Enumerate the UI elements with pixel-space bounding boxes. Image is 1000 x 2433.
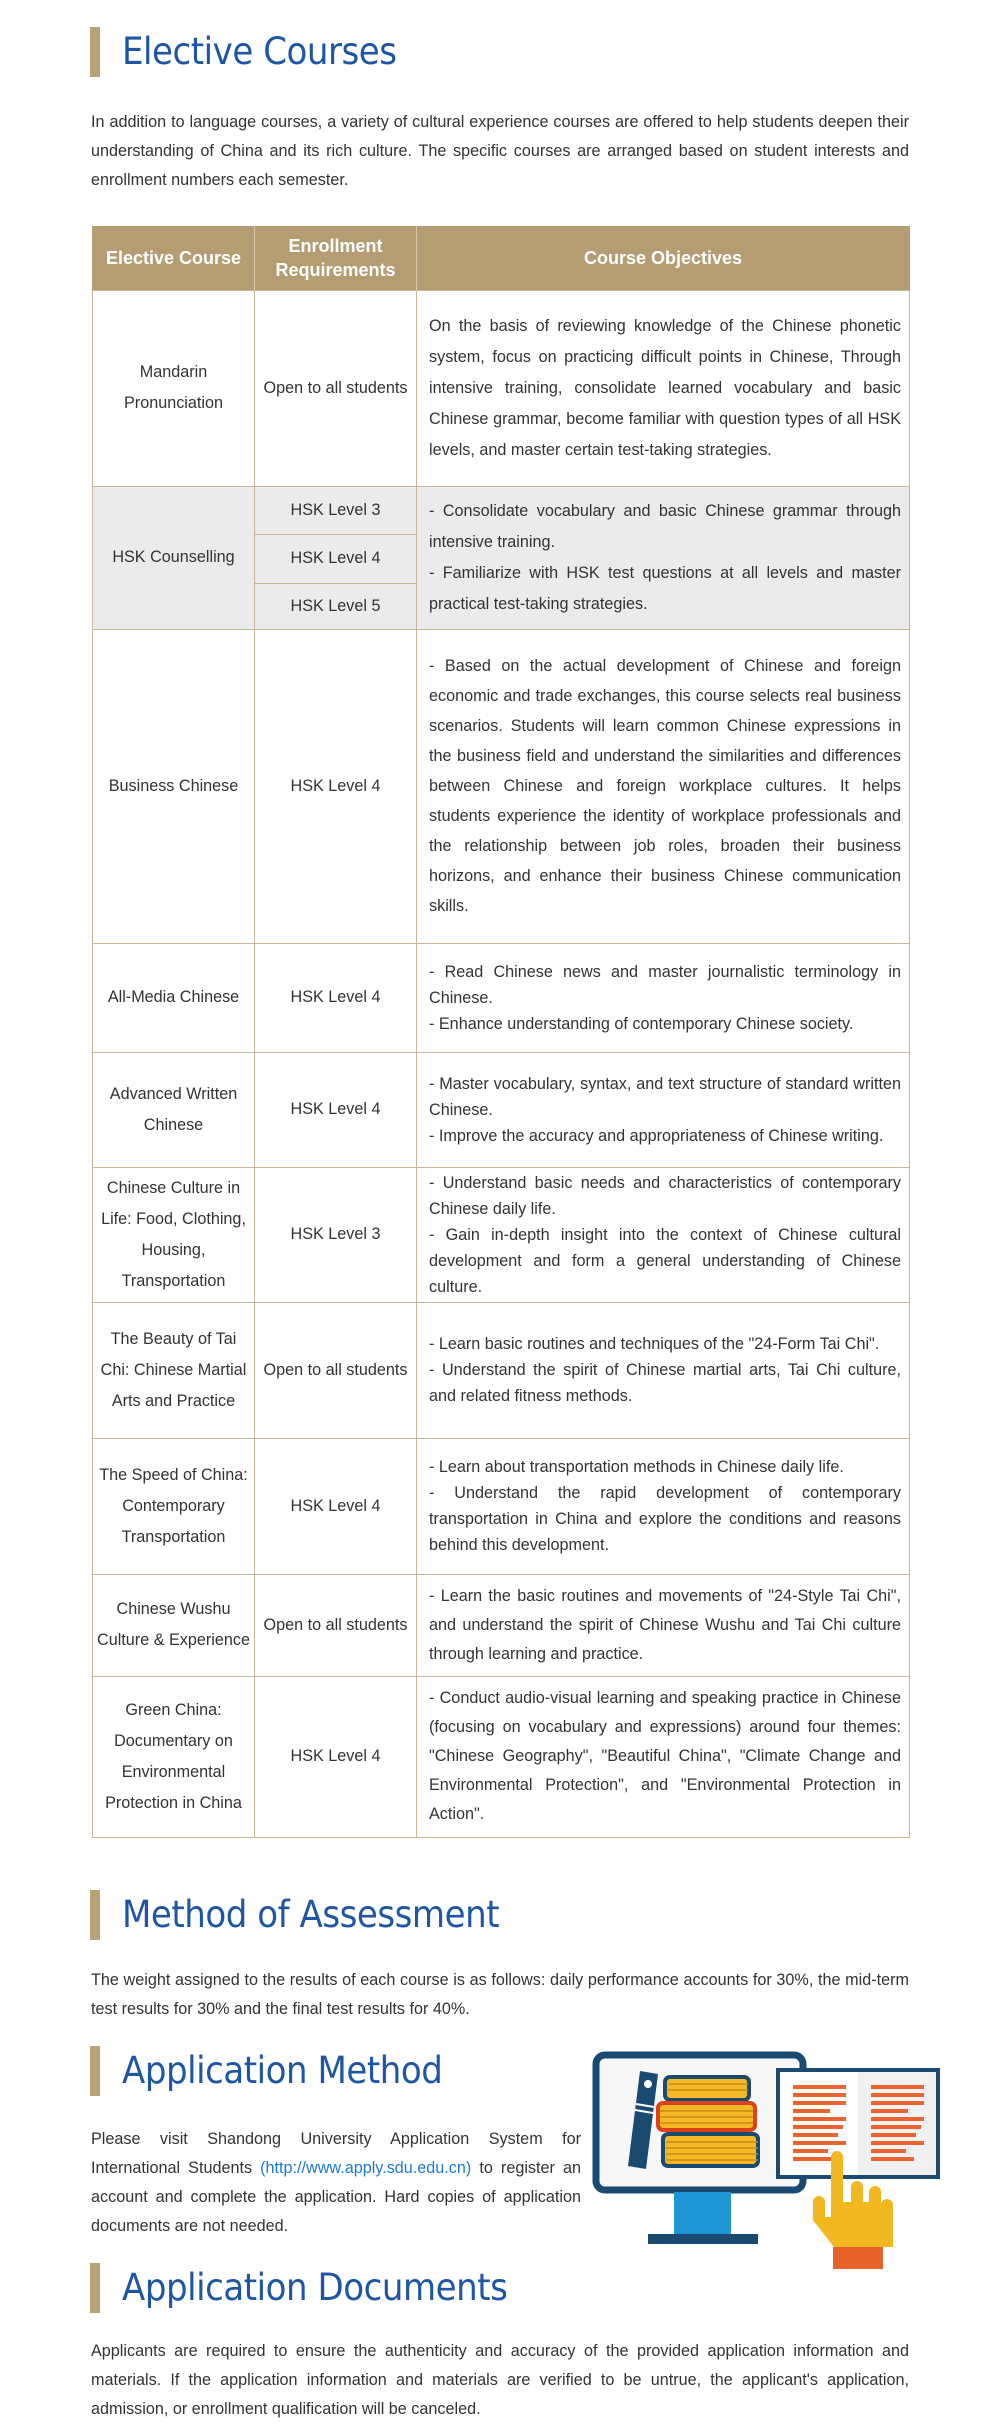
course-objectives <box>417 943 910 1052</box>
application-text-after: to register an account and complete the application. Hard copies of application documents are not needed. <box>91 2159 581 2235</box>
elective-courses-table <box>92 226 910 1838</box>
section-title: Application Documents <box>122 2266 508 2309</box>
section-title: Application Method <box>122 2049 443 2092</box>
course-objectives <box>417 1676 910 1837</box>
enrollment-requirement: Open to all students <box>255 1574 417 1676</box>
header-enrollment-requirements: Enrollment Requirements <box>255 226 417 290</box>
online-application-illustration <box>588 2047 960 2274</box>
assessment-text: The weight assigned to the results of each course is as follows: daily performance accounts for 30%, the mid-term test results for 30% and the final test results for 40%. <box>91 1971 909 2018</box>
enrollment-requirement: HSK Level 4 <box>255 1052 417 1167</box>
table-row <box>93 943 910 1052</box>
elective-courses-heading <box>90 27 420 77</box>
objective-line: On the basis of reviewing knowledge of the Chinese phonetic system, focus on practicing difficult points in Chinese, Through intensive training, consolidate learned vocabulary and basic Chinese grammar, become familiar with question types of all HSK levels, and master certain test-taking strategies. <box>429 316 901 459</box>
enrollment-requirement: HSK Level 4 <box>255 629 417 943</box>
objective-line: - Read Chinese news and master journalistic terminology in Chinese. <box>429 962 901 1007</box>
table-header-row <box>93 226 910 290</box>
objective-line: - Improve the accuracy and appropriateness of Chinese writing. <box>429 1126 884 1145</box>
table-row <box>93 629 910 943</box>
course-name: The Beauty of Tai Chi: Chinese Martial Arts and Practice <box>93 1302 255 1438</box>
document-icon <box>778 2070 938 2177</box>
enrollment-requirement: HSK Level 4 <box>255 943 417 1052</box>
enrollment-requirement: HSK Level 4 <box>255 1438 417 1574</box>
enrollment-requirement: HSK Level 3 <box>255 1167 417 1302</box>
heading-accent-bar <box>90 27 100 77</box>
objective-line: - Gain in-depth insight into the context of Chinese cultural development and form a general understanding of Chinese culture. <box>429 1225 901 1296</box>
course-name: Chinese Culture in Life: Food, Clothing, Housing, Transportation <box>93 1167 255 1302</box>
application-method-heading <box>90 2046 470 2096</box>
table-row <box>93 1574 910 1676</box>
course-name: Green China: Documentary on Environmental Protection in China <box>93 1676 255 1837</box>
objective-line: - Familiarize with HSK test questions at all levels and master practical test-taking strategies. <box>429 563 901 613</box>
header-course-objectives: Course Objectives <box>417 226 910 290</box>
header-elective-course: Elective Course <box>93 226 255 290</box>
application-documents-text: Applicants are required to ensure the authenticity and accuracy of the provided application information and materials. If the application information and materials are verified to be untrue, the applicant's application, admission, or enrollment qualification will be canceled. <box>91 2342 909 2418</box>
table-row <box>93 1052 910 1167</box>
application-system-link[interactable]: (http://www.apply.sdu.edu.cn) <box>260 2159 472 2177</box>
course-name: Advanced Written Chinese <box>93 1052 255 1167</box>
heading-accent-bar <box>90 2263 100 2313</box>
table-row <box>93 1302 910 1438</box>
assessment-heading <box>90 1890 532 1940</box>
objective-line: - Learn basic routines and techniques of the "24-Form Tai Chi". <box>429 1335 880 1353</box>
enrollment-requirement: Open to all students <box>255 1302 417 1438</box>
course-objectives <box>417 1302 910 1438</box>
enrollment-requirement: HSK Level 4 <box>255 1676 417 1837</box>
objective-line: - Understand the rapid development of contemporary transportation in China and explore the conditions and reasons behind this development. <box>429 1484 901 1554</box>
books-icon <box>628 2071 758 2169</box>
section-title: Method of Assessment <box>122 1893 500 1936</box>
objective-line: - Consolidate vocabulary and basic Chinese grammar through intensive training. <box>429 501 901 551</box>
heading-accent-bar <box>90 1890 100 1940</box>
course-name: Chinese Wushu Culture & Experience <box>93 1574 255 1676</box>
course-name: All-Media Chinese <box>93 943 255 1052</box>
objective-line: - Based on the actual development of Chinese and foreign economic and trade exchanges, this course selects real business scenarios. Students will learn common Chinese expressions in the business field and understand the similarities and differences between Chinese and foreign workplace cultures. It helps students experience the identity of workplace professionals and the relationship between job roles, broaden their business horizons, and enhance their business Chinese communication skills. <box>429 657 901 915</box>
course-objectives <box>417 1052 910 1167</box>
course-objectives <box>417 1438 910 1574</box>
enrollment-requirement: Open to all students <box>255 290 417 486</box>
application-text-before: Please visit Shandong University Application System for International Students <box>91 2130 581 2177</box>
objective-line: - Understand basic needs and characteristics of contemporary Chinese daily life. <box>429 1173 901 1218</box>
objective-line: - Learn the basic routines and movements of "24-Style Tai Chi", and understand the spirit of Chinese Wushu and Tai Chi culture through learning and practice. <box>429 1586 901 1663</box>
course-objectives <box>417 1167 910 1302</box>
objective-line: - Master vocabulary, syntax, and text structure of standard written Chinese. <box>429 1074 901 1119</box>
course-objectives <box>417 486 910 629</box>
heading-accent-bar <box>90 2046 100 2096</box>
course-objectives <box>417 290 910 486</box>
table-row <box>93 1438 910 1574</box>
objective-line: - Enhance understanding of contemporary Chinese society. <box>429 1014 854 1033</box>
enrollment-requirement: HSK Level 5 <box>255 583 417 629</box>
table-row <box>93 1676 910 1837</box>
enrollment-requirement: HSK Level 4 <box>255 534 417 583</box>
enrollment-requirement: HSK Level 3 <box>255 486 417 534</box>
objective-line: - Conduct audio-visual learning and speaking practice in Chinese (focusing on vocabulary and expressions) around four themes: "Chinese Geography", "Beautiful China", "Climate Change and Environmental Protection", and "Environmental Protection in Action". <box>429 1689 901 1823</box>
elective-intro: In addition to language courses, a variety of cultural experience courses are offered to help students deepen their understanding of China and its rich culture. The specific courses are arranged based on student interests and enrollment numbers each semester. <box>91 113 909 189</box>
course-name: Business Chinese <box>93 629 255 943</box>
objective-line: - Learn about transportation methods in Chinese daily life. <box>429 1458 844 1476</box>
course-name: HSK Counselling <box>93 486 255 629</box>
course-objectives <box>417 1574 910 1676</box>
application-method-text <box>91 2125 581 2241</box>
table-row <box>93 290 910 486</box>
section-title: Elective Courses <box>122 30 397 73</box>
objective-line: - Understand the spirit of Chinese martial arts, Tai Chi culture, and related fitness methods. <box>429 1361 901 1405</box>
application-documents-heading <box>90 2263 541 2313</box>
course-name: Mandarin Pronunciation <box>93 290 255 486</box>
table-row <box>93 486 910 534</box>
course-name: The Speed of China: Contemporary Transportation <box>93 1438 255 1574</box>
course-objectives <box>417 629 910 943</box>
table-row <box>93 1167 910 1302</box>
